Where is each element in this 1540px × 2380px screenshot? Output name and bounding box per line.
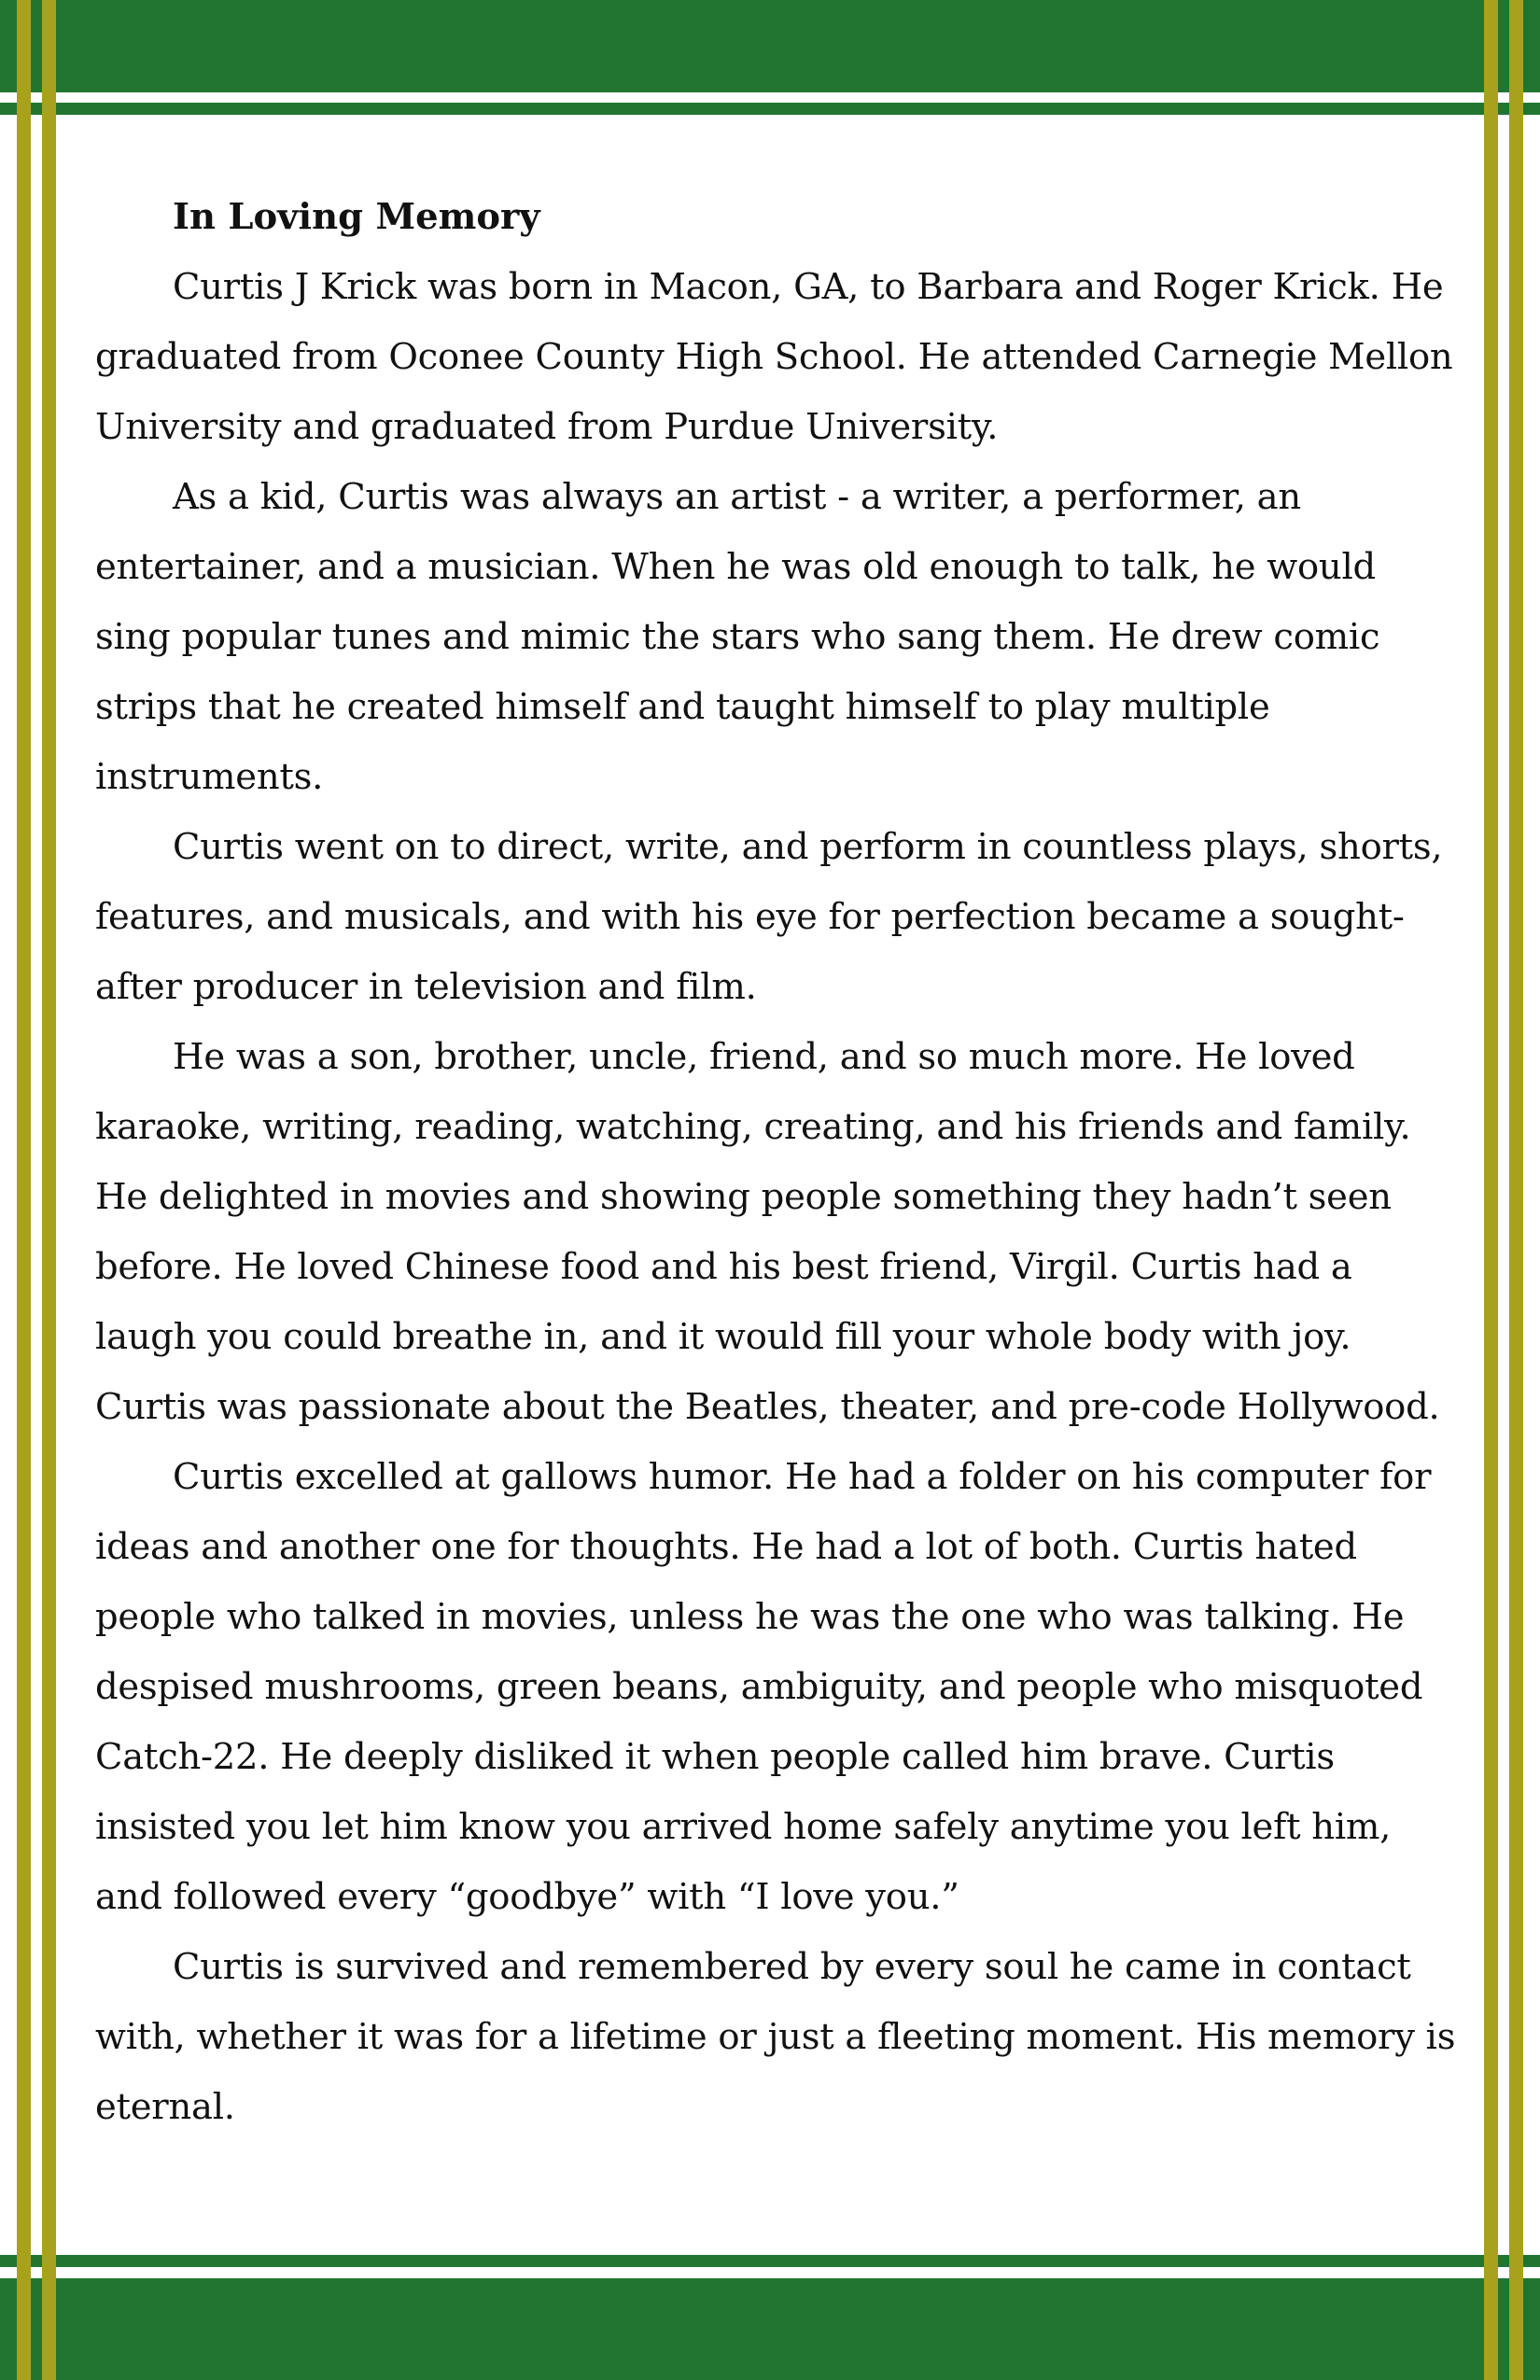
- top-green-stripe: [0, 103, 1540, 115]
- right-outer-gold-bar: [1509, 0, 1523, 2380]
- memorial-heading: In Loving Memory: [173, 196, 540, 238]
- paragraph: Curtis J Krick was born in Macon, GA, to Barbara and Roger Krick. He graduated from Oconee County High School. He attended Carnegie Mellon University and graduated from Purdue University.: [95, 266, 1453, 448]
- paragraph: Curtis went on to direct, write, and perform in countless plays, shorts, features, and musicals, and with his eye for perfection became a sought-after producer in television and film.: [95, 826, 1443, 1008]
- paragraph: Curtis is survived and remembered by every soul he came in contact with, whether it was for a lifetime or just a fleeting moment. His memory is eternal.: [95, 1946, 1456, 2128]
- memorial-text: [95, 182, 1458, 2142]
- left-inner-gold-bar: [42, 0, 56, 2380]
- bottom-green-stripe: [0, 2255, 1540, 2267]
- right-inner-gold-bar: [1484, 0, 1498, 2380]
- left-outer-gold-bar: [17, 0, 31, 2380]
- paragraph: As a kid, Curtis was always an artist - a writer, a performer, an entertainer, and a musician. When he was old enough to talk, he would sing popular tunes and mimic the stars who sang them. He drew comic strips that he created himself and taught himself to play multiple instruments.: [95, 476, 1380, 798]
- top-green-band: [0, 0, 1540, 92]
- bottom-green-band: [0, 2278, 1540, 2380]
- paragraph: Curtis excelled at gallows humor. He had a folder on his computer for ideas and another one for thoughts. He had a lot of both. Curtis hated people who talked in movies, unless he was the one who was talking. He despised mushrooms, green beans, ambiguity, and people who misquoted Catch-22. He deeply disliked it when people called him brave. Curtis insisted you let him know you arrived home safely anytime you left him, and followed every “goodbye” with “I love you.”: [95, 1456, 1432, 1918]
- paragraph: He was a son, brother, uncle, friend, and so much more. He loved karaoke, writing, reading, watching, creating, and his friends and family. He delighted in movies and showing people something they hadn’t seen before. He loved Chinese food and his best friend, Virgil. Curtis had a laugh you could breathe in, and it would fill your whole body with joy. Curtis was passionate about the Beatles, theater, and pre-code Hollywood.: [95, 1036, 1440, 1428]
